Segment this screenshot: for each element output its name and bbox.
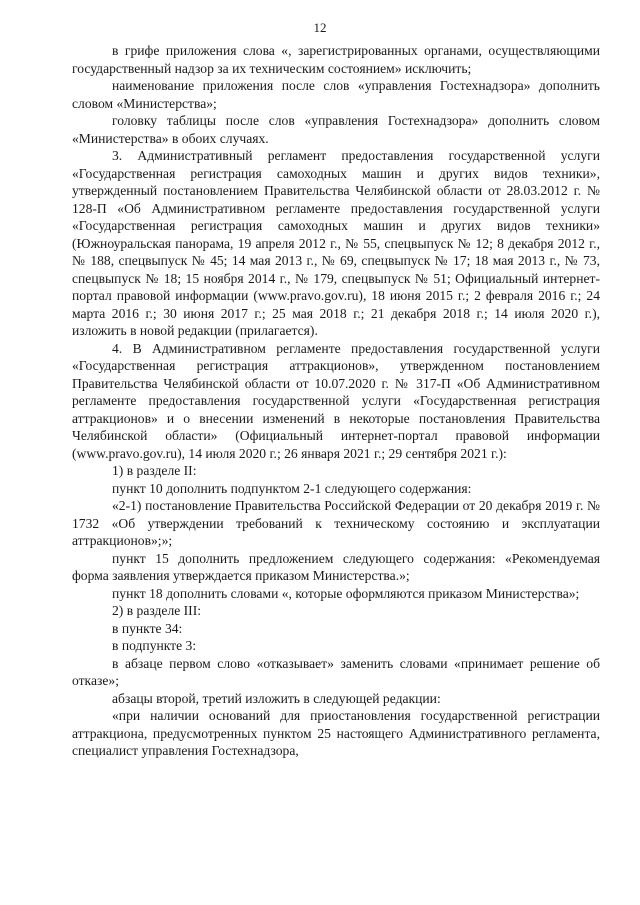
paragraph: пункт 15 дополнить предложением следующего содержания: «Рекомендуемая форма заявления утверждается приказом Министерства.»; [72,550,600,583]
paragraph: в грифе приложения слова «, зарегистрированных органами, осуществляющими государственный надзор за их техническим состоянием» исключить; [72,43,600,76]
paragraph: пункт 10 дополнить подпунктом 2-1 следующего содержания: [112,480,472,496]
paragraph: пункт 18 дополнить словами «, которые оформляются приказом Министерства»; [112,585,580,601]
paragraph: абзацы второй, третий изложить в следующей редакции: [112,690,441,706]
paragraph: 3. Административный регламент предоставления государственной услуги «Государственная регистрация самоходных машин и других видов техники», утвержденный постановлением Правительства Челябинской области от 28.03.2012 г. № 128-П «Об Административном регламенте предоставления государственной услуги «Государственная регистрация самоходных машин и других видов техники» (Южноуральская панорама, 19 апреля 2012 г., № 55, спецвыпуск № 12; 8 декабря 2012 г., № 188, спецвыпуск № 45; 14 мая 2013 г., № 69, спецвыпуск № 17; 18 мая 2013 г., № 73, спецвыпуск № 18; 15 ноября 2014 г., № 179, спецвыпуск № 51; Официальный интернет-портал правовой информации (www.pravo.gov.ru), 18 июня 2015 г.; 2 февраля 2016 г.; 24 марта 2016 г.; 30 июня 2017 г.; 25 мая 2018 г.; 21 декабря 2018 г.; 14 июля 2020 г.), изложить в новой редакции (прилагается). [72,148,600,338]
paragraph: в пункте 34: [112,620,183,636]
paragraph: «при наличии оснований для приостановления государственной регистрации аттракциона, предусмотренных пунктом 25 настоящего Административного регламента, специалист управления Гостехнадзора, [72,708,600,758]
paragraph: в подпункте 3: [112,638,197,653]
document-body [72,42,600,760]
paragraph: «2-1) постановление Правительства Российской Федерации от 20 декабря 2019 г. № 1732 «Об утверждении требований к техническому состоянию и эксплуатации аттракционов»;»; [72,498,600,548]
paragraph: в абзаце первом слово «отказывает» заменить словами «принимает решение об отказе»; [72,655,600,688]
paragraph: 1) в разделе II: [112,463,197,478]
paragraph: 4. В Административном регламенте предоставления государственной услуги «Государственная регистрация аттракционов», утвержденном постановлением Правительства Челябинской области от 10.07.2020 г. № 317-П «Об Административном регламенте предоставления государственной услуги «Государственная регистрация аттракционов» и о внесении изменений в некоторые постановления Правительства Челябинской области» (Официальный интернет-портал правовой информации (www.pravo.gov.ru), 14 июля 2020 г.; 26 января 2021 г.; 29 сентября 2021 г.): [72,340,600,461]
paragraph: 2) в разделе III: [112,603,202,618]
paragraph: наименование приложения после слов «управления Гостехнадзора» дополнить словом «Министерства»; [72,78,600,111]
paragraph: головку таблицы после слов «управления Гостехнадзора» дополнить словом «Министерства» в обоих случаях. [72,113,600,146]
page-number: 12 [313,20,327,35]
